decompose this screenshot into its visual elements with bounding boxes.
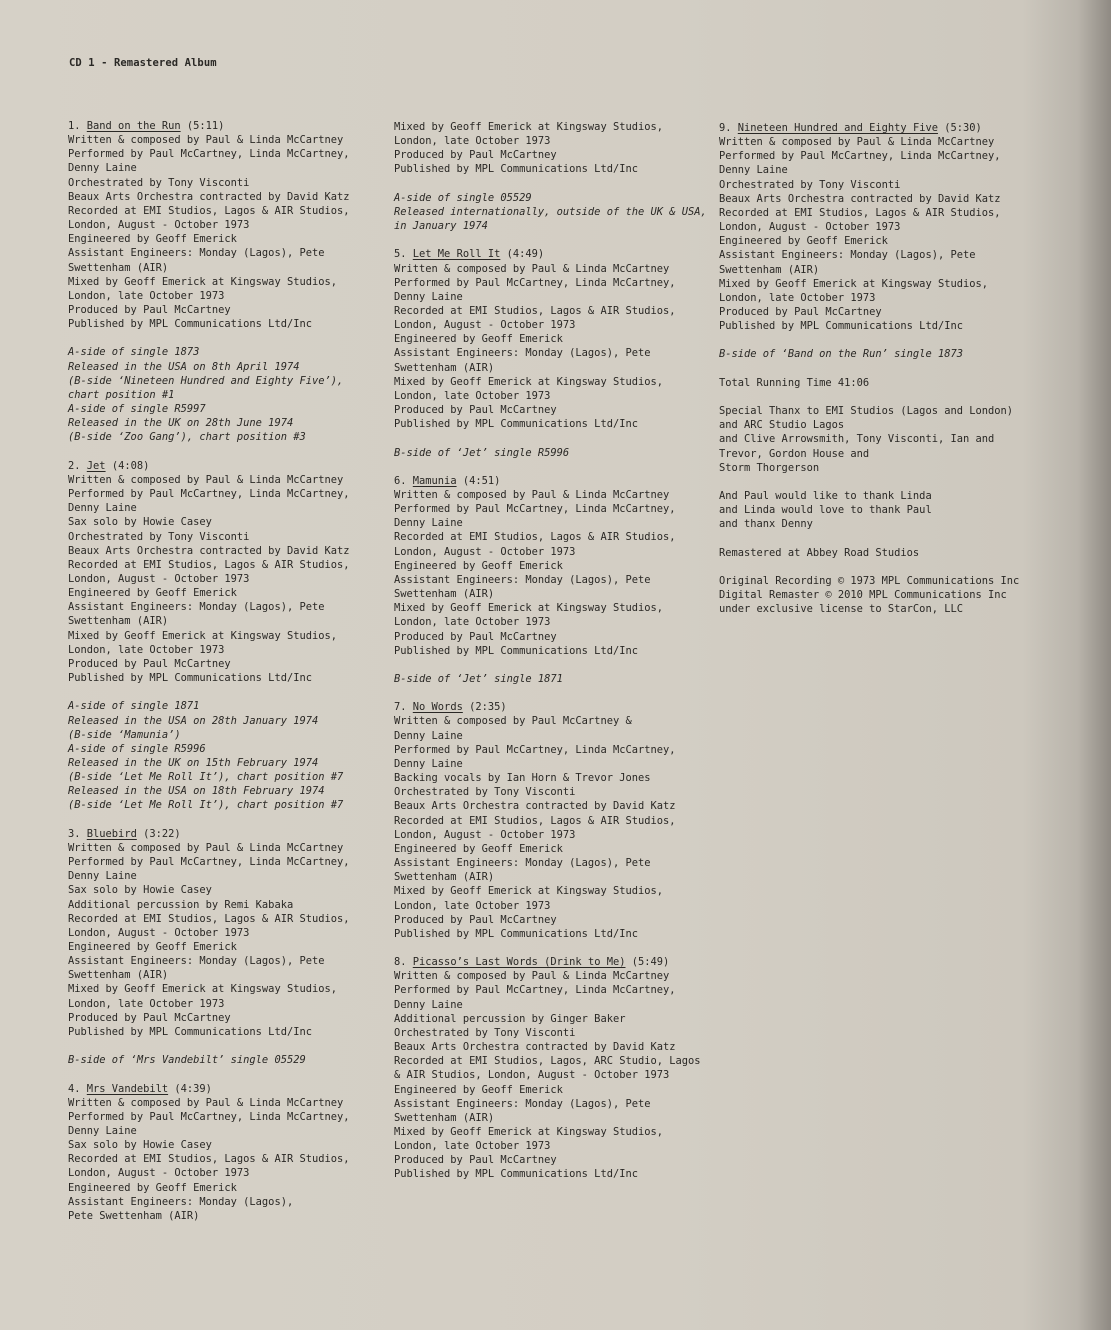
- text-line: Additional percussion by Remi Kabaka: [68, 898, 294, 911]
- text-line: Released in the USA on 28th January 1974: [68, 714, 319, 727]
- track-title: Nineteen Hundred and Eighty Five: [737, 122, 938, 134]
- text-line: Assistant Engineers: Monday (Lagos), Pete: [394, 573, 651, 586]
- text-line: Engineered by Geoff Emerick: [394, 559, 563, 572]
- text-line: and Clive Arrowsmith, Tony Visconti, Ian and: [719, 433, 995, 446]
- text-line: B-side of ‘Mrs Vandebilt’ single 05529: [68, 1054, 306, 1067]
- text-line: Orchestrated by Tony Visconti: [68, 176, 250, 189]
- text-block: [394, 120, 712, 177]
- track-entry: [719, 121, 1019, 333]
- text-line: London, August - October 1973: [68, 572, 250, 585]
- track-number: 9.: [719, 122, 732, 134]
- text-line: Performed by Paul McCartney, Linda McCartney,: [68, 1110, 350, 1123]
- text-line: Digital Remaster © 2010 MPL Communications Inc: [719, 589, 1007, 602]
- text-line: Beaux Arts Orchestra contracted by David Katz: [719, 192, 1001, 205]
- text-line: London, late October 1973: [394, 1140, 551, 1153]
- track-number: 8.: [394, 956, 407, 969]
- track-entry: [394, 955, 712, 1182]
- text-line: Performed by Paul McCartney, Linda McCartney,: [394, 984, 676, 997]
- text-line: Assistant Engineers: Monday (Lagos),: [68, 1195, 294, 1208]
- text-line: Denny Laine: [68, 1125, 137, 1137]
- text-line: (B-side ‘Let Me Roll It’), chart position #7: [68, 799, 344, 812]
- text-line: Written & composed by Paul & Linda McCartney: [394, 489, 670, 501]
- text-line: Swettenham (AIR): [394, 588, 495, 601]
- text-line: A-side of single R5997: [68, 403, 206, 416]
- text-line: Released in the USA on 18th February 1974: [68, 785, 325, 798]
- text-line: Denny Laine: [68, 162, 137, 175]
- text-line: Total Running Time 41:06: [719, 376, 870, 389]
- text-line: A-side of single 1871: [68, 700, 200, 713]
- text-line: London, August - October 1973: [719, 221, 901, 234]
- text-line: Performed by Paul McCartney, Linda McCartney,: [68, 488, 350, 501]
- text-line: Recorded at EMI Studios, Lagos & AIR Studios,: [68, 912, 350, 925]
- text-line: London, August - October 1973: [68, 219, 250, 232]
- column-2: [394, 120, 712, 1196]
- text-line: Produced by Paul McCartney: [394, 1154, 557, 1167]
- text-line: Produced by Paul McCartney: [394, 404, 557, 417]
- text-line: Beaux Arts Orchestra contracted by David Katz: [394, 1041, 676, 1054]
- text-line: Performed by Paul McCartney, Linda McCartney,: [68, 856, 350, 869]
- track-heading: [68, 119, 388, 133]
- text-line: Mixed by Geoff Emerick at Kingsway Studios,: [394, 121, 663, 133]
- text-line: Recorded at EMI Studios, Lagos & AIR Studios,: [68, 1153, 350, 1166]
- text-line: Backing vocals by Ian Horn & Trevor Jones: [394, 772, 651, 785]
- text-line: Assistant Engineers: Monday (Lagos), Pete: [394, 347, 651, 360]
- text-line: Swettenham (AIR): [394, 871, 495, 884]
- text-line: Produced by Paul McCartney: [394, 630, 557, 643]
- text-line: Mixed by Geoff Emerick at Kingsway Studios,: [68, 629, 337, 642]
- track-title: Bluebird: [86, 827, 137, 840]
- text-line: Performed by Paul McCartney, Linda McCartney,: [394, 276, 676, 289]
- text-line: Written & composed by Paul & Linda McCartney: [68, 841, 344, 854]
- track-duration: (5:30): [944, 122, 982, 134]
- track-heading: [68, 1082, 388, 1096]
- track-number: 1.: [68, 120, 81, 132]
- track-heading: [394, 474, 712, 488]
- text-line: Performed by Paul McCartney, Linda McCartney,: [394, 503, 676, 516]
- text-line: Remastered at Abbey Road Studios: [719, 546, 920, 559]
- text-line: Denny Laine: [68, 502, 137, 515]
- text-line: Released in the UK on 28th June 1974: [68, 417, 294, 430]
- text-line: B-side of ‘Band on the Run’ single 1873: [719, 348, 963, 361]
- text-line: Beaux Arts Orchestra contracted by David Katz: [68, 544, 350, 557]
- text-line: London, August - October 1973: [394, 319, 576, 332]
- track-number: 3.: [68, 827, 81, 840]
- text-line: Engineered by Geoff Emerick: [68, 587, 237, 600]
- track-duration: (5:49): [631, 956, 670, 969]
- text-line: Swettenham (AIR): [68, 261, 169, 274]
- text-line: Published by MPL Communications Ltd/Inc: [394, 163, 638, 176]
- column-1: [68, 119, 388, 1237]
- text-line: Recorded at EMI Studios, Lagos & AIR Studios,: [68, 204, 350, 217]
- text-line: London, late October 1973: [394, 135, 551, 148]
- text-line: Assistant Engineers: Monday (Lagos), Pete: [68, 247, 325, 260]
- track-title: Picasso’s Last Words (Drink to Me): [412, 956, 626, 969]
- track-heading: [394, 955, 712, 969]
- text-line: Pete Swettenham (AIR): [68, 1209, 200, 1222]
- text-line: A-side of single 1873: [68, 346, 200, 359]
- text-line: Performed by Paul McCartney, Linda McCartney,: [394, 743, 676, 756]
- text-line: London, late October 1973: [394, 389, 551, 402]
- text-line: Swettenham (AIR): [719, 263, 820, 276]
- text-line: Sax solo by Howie Casey: [68, 516, 212, 529]
- track-duration: (3:22): [143, 827, 181, 840]
- text-line: Published by MPL Communications Ltd/Inc: [394, 418, 638, 431]
- text-line: Assistant Engineers: Monday (Lagos), Pete: [68, 601, 325, 614]
- text-line: Published by MPL Communications Ltd/Inc: [394, 1168, 638, 1181]
- text-line: (B-side ‘Mamunia’): [68, 728, 181, 741]
- text-line: Written & composed by Paul McCartney &: [394, 715, 632, 728]
- text-line: Engineered by Geoff Emerick: [719, 235, 888, 248]
- text-line: Performed by Paul McCartney, Linda McCartney,: [719, 150, 1001, 163]
- text-line: Swettenham (AIR): [68, 969, 169, 982]
- text-line: Released in the UK on 15th February 1974: [68, 756, 319, 769]
- track-entry: [68, 827, 388, 1039]
- track-heading: [719, 121, 1019, 135]
- track-heading: [394, 700, 712, 714]
- text-line: (B-side ‘Let Me Roll It’), chart position #7: [68, 771, 344, 784]
- text-line: Sax solo by Howie Casey: [68, 1139, 212, 1152]
- track-number: 4.: [68, 1082, 81, 1095]
- text-line: Mixed by Geoff Emerick at Kingsway Studios,: [394, 1125, 663, 1138]
- track-entry: [394, 247, 712, 431]
- track-duration: (4:51): [462, 474, 501, 487]
- text-line: Sax solo by Howie Casey: [68, 884, 212, 897]
- release-note: [394, 191, 712, 233]
- text-line: Produced by Paul McCartney: [394, 913, 557, 926]
- text-line: Mixed by Geoff Emerick at Kingsway Studios,: [68, 983, 337, 996]
- release-note: [394, 672, 712, 686]
- text-line: Published by MPL Communications Ltd/Inc: [68, 1025, 312, 1038]
- text-line: & AIR Studios, London, August - October 1973: [394, 1069, 670, 1082]
- release-note: [68, 345, 388, 444]
- text-line: Written & composed by Paul & Linda McCartney: [394, 970, 670, 983]
- text-line: Denny Laine: [394, 290, 463, 303]
- text-line: Orchestrated by Tony Visconti: [394, 1026, 576, 1039]
- text-line: B-side of ‘Jet’ single 1871: [394, 673, 563, 686]
- text-line: Published by MPL Communications Ltd/Inc: [394, 927, 638, 940]
- text-line: Denny Laine: [394, 757, 463, 770]
- track-number: 7.: [394, 701, 407, 714]
- track-entry: [68, 459, 388, 686]
- text-line: and Linda would love to thank Paul: [719, 504, 932, 517]
- page-heading: CD 1 - Remastered Album: [69, 57, 217, 69]
- text-line: Assistant Engineers: Monday (Lagos), Pete: [719, 249, 976, 262]
- text-line: Swettenham (AIR): [394, 361, 495, 374]
- track-title: No Words: [412, 701, 463, 714]
- text-line: Mixed by Geoff Emerick at Kingsway Studios,: [394, 602, 663, 615]
- text-line: Denny Laine: [394, 998, 463, 1011]
- text-line: Engineered by Geoff Emerick: [68, 941, 237, 953]
- text-line: Additional percussion by Ginger Baker: [394, 1012, 626, 1025]
- text-line: Storm Thorgerson: [719, 461, 820, 474]
- text-line: Assistant Engineers: Monday (Lagos), Pete: [394, 857, 651, 870]
- track-duration: (5:11): [186, 120, 225, 132]
- text-line: Denny Laine: [719, 164, 788, 177]
- text-line: Written & composed by Paul & Linda McCartney: [68, 1096, 344, 1109]
- track-title: Let Me Roll It: [412, 248, 501, 261]
- text-line: (B-side ‘Nineteen Hundred and Eighty Five’),: [68, 374, 344, 387]
- text-block: [719, 546, 1019, 560]
- track-heading: [394, 247, 712, 261]
- text-line: Mixed by Geoff Emerick at Kingsway Studios,: [68, 275, 337, 288]
- track-duration: (2:35): [469, 701, 507, 714]
- release-note: [719, 347, 1019, 361]
- track-title: Mrs Vandebilt: [86, 1082, 169, 1095]
- text-line: Engineered by Geoff Emerick: [68, 1181, 237, 1194]
- release-note: [394, 446, 712, 460]
- track-duration: (4:08): [111, 459, 150, 472]
- text-line: Denny Laine: [68, 870, 137, 883]
- text-line: Swettenham (AIR): [394, 1111, 495, 1124]
- text-line: chart position #1: [68, 388, 175, 401]
- track-entry: [394, 474, 712, 658]
- text-block: [719, 376, 1019, 390]
- text-line: London, August - October 1973: [394, 828, 576, 841]
- text-line: Published by MPL Communications Ltd/Inc: [68, 672, 312, 685]
- text-line: Trevor, Gordon House and: [719, 447, 870, 460]
- text-line: London, late October 1973: [68, 643, 225, 656]
- text-line: A-side of single R5996: [68, 742, 206, 755]
- text-line: in January 1974: [394, 220, 488, 233]
- text-line: Denny Laine: [394, 517, 463, 530]
- text-line: Swettenham (AIR): [68, 615, 169, 628]
- track-heading: [68, 459, 388, 473]
- track-number: 6.: [394, 474, 407, 487]
- text-line: London, late October 1973: [394, 899, 551, 912]
- text-line: Recorded at EMI Studios, Lagos & AIR Studios,: [719, 206, 1001, 219]
- track-number: 2.: [68, 459, 81, 472]
- text-line: Published by MPL Communications Ltd/Inc: [68, 318, 312, 331]
- track-title: Mamunia: [412, 474, 457, 487]
- text-block: [719, 489, 1019, 531]
- text-line: London, August - October 1973: [394, 545, 576, 558]
- text-line: Original Recording © 1973 MPL Communications Inc: [719, 574, 1020, 587]
- text-line: Recorded at EMI Studios, Lagos & AIR Studios,: [394, 531, 676, 544]
- text-line: London, August - October 1973: [68, 1167, 250, 1180]
- text-line: Orchestrated by Tony Visconti: [719, 178, 901, 191]
- text-line: and ARC Studio Lagos: [719, 419, 845, 432]
- text-line: Released internationally, outside of the UK & USA,: [394, 205, 707, 218]
- text-line: Engineered by Geoff Emerick: [394, 842, 563, 855]
- text-line: Engineered by Geoff Emerick: [68, 233, 237, 246]
- text-block: [719, 574, 1019, 616]
- track-title: Band on the Run: [86, 120, 181, 132]
- text-line: Recorded at EMI Studios, Lagos & AIR Studios,: [394, 814, 676, 827]
- text-line: Mixed by Geoff Emerick at Kingsway Studios,: [719, 277, 988, 290]
- text-line: Recorded at EMI Studios, Lagos & AIR Studios,: [394, 305, 676, 317]
- text-line: Produced by Paul McCartney: [719, 306, 882, 319]
- track-duration: (4:49): [506, 248, 545, 261]
- track-duration: (4:39): [174, 1082, 212, 1095]
- text-line: Assistant Engineers: Monday (Lagos), Pete: [394, 1097, 651, 1110]
- text-line: Beaux Arts Orchestra contracted by David Katz: [68, 190, 350, 203]
- track-entry: [394, 700, 712, 941]
- text-line: London, late October 1973: [68, 289, 225, 302]
- track-heading: [68, 827, 388, 841]
- text-line: (B-side ‘Zoo Gang’), chart position #3: [68, 431, 306, 444]
- text-line: London, late October 1973: [719, 291, 876, 304]
- text-line: Written & composed by Paul & Linda McCartney: [394, 262, 670, 275]
- text-line: B-side of ‘Jet’ single R5996: [394, 446, 570, 459]
- track-number: 5.: [394, 248, 407, 261]
- text-line: Recorded at EMI Studios, Lagos, ARC Studio, Lagos: [394, 1055, 701, 1068]
- track-entry: [68, 1082, 388, 1224]
- text-line: Special Thanx to EMI Studios (Lagos and London): [719, 405, 1014, 418]
- text-line: Published by MPL Communications Ltd/Inc: [394, 644, 638, 657]
- text-line: And Paul would like to thank Linda: [719, 490, 932, 502]
- text-line: London, late October 1973: [394, 616, 551, 629]
- text-line: and thanx Denny: [719, 518, 813, 531]
- text-line: Orchestrated by Tony Visconti: [394, 786, 576, 799]
- text-line: Mixed by Geoff Emerick at Kingsway Studios,: [394, 375, 663, 388]
- track-title: Jet: [86, 459, 106, 472]
- text-line: under exclusive license to StarCon, LLC: [719, 603, 963, 616]
- text-line: Orchestrated by Tony Visconti: [68, 530, 250, 543]
- text-line: Produced by Paul McCartney: [68, 1011, 231, 1024]
- text-line: Written & composed by Paul & Linda McCartney: [68, 473, 344, 486]
- text-line: Written & composed by Paul & Linda McCartney: [719, 136, 995, 149]
- text-line: Assistant Engineers: Monday (Lagos), Pete: [68, 955, 325, 968]
- column-3: [719, 121, 1019, 631]
- text-line: Performed by Paul McCartney, Linda McCartney,: [68, 148, 350, 161]
- text-line: London, August - October 1973: [68, 926, 250, 939]
- text-line: Mixed by Geoff Emerick at Kingsway Studios,: [394, 885, 663, 898]
- text-line: Engineered by Geoff Emerick: [394, 1083, 563, 1096]
- text-line: Engineered by Geoff Emerick: [394, 333, 563, 346]
- text-line: Produced by Paul McCartney: [68, 657, 231, 670]
- text-line: Released in the USA on 8th April 1974: [68, 360, 300, 373]
- text-line: Written & composed by Paul & Linda McCartney: [68, 134, 344, 147]
- text-line: London, late October 1973: [68, 997, 225, 1010]
- text-line: Published by MPL Communications Ltd/Inc: [719, 320, 963, 333]
- release-note: [68, 1053, 388, 1067]
- text-line: Beaux Arts Orchestra contracted by David Katz: [394, 800, 676, 813]
- text-line: Denny Laine: [394, 729, 463, 742]
- text-line: Recorded at EMI Studios, Lagos & AIR Studios,: [68, 558, 350, 571]
- text-line: Produced by Paul McCartney: [68, 304, 231, 317]
- release-note: [68, 699, 388, 812]
- track-entry: [68, 119, 388, 331]
- text-line: A-side of single 05529: [394, 191, 532, 204]
- text-line: Produced by Paul McCartney: [394, 149, 557, 162]
- text-block: [719, 404, 1019, 475]
